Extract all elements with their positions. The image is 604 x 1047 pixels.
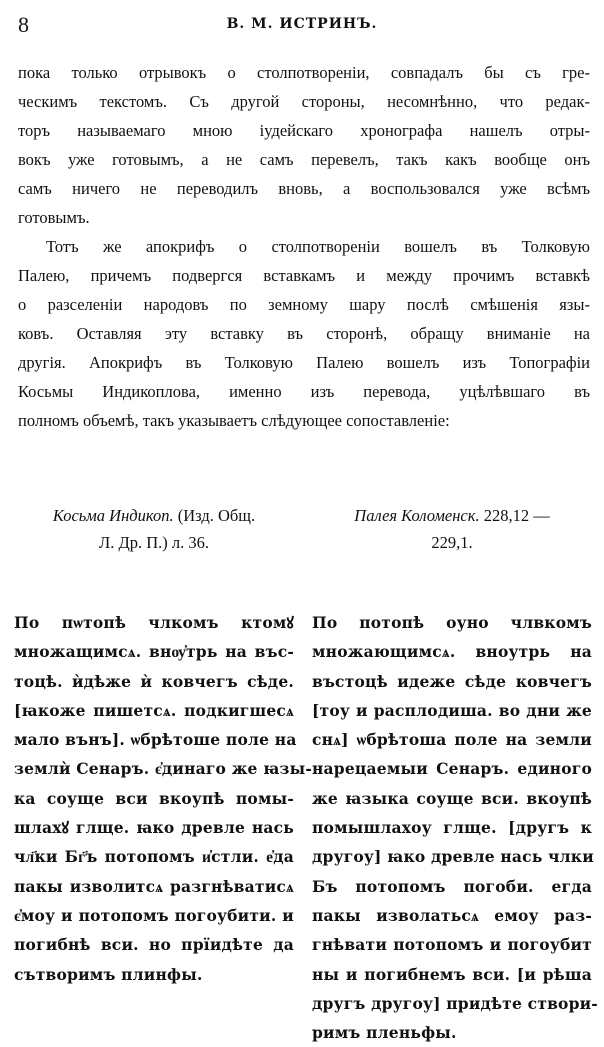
text-line: пока только отрывокъ о столпотвореніи, совпадалъ бы съ гре-	[18, 63, 590, 82]
left-source-title: Косьма Индикоп.	[52, 506, 174, 525]
paragraph-1	[18, 58, 590, 232]
left-column-heading	[14, 502, 294, 556]
slavonic-line: множающимсѧ. вноутрь на	[312, 642, 592, 662]
text-line: Тотъ же апокрифъ о столпотвореніи вошелъ въ Толковую	[46, 237, 590, 256]
slavonic-line: є҆моу и потопомъ погоубити. и	[14, 905, 294, 925]
slavonic-line: пакы изволитсѧ разгнѣватисѧ	[14, 876, 294, 896]
right-slavonic-text	[312, 608, 598, 1047]
left-column	[14, 502, 312, 989]
slavonic-line: пакы изволатьсѧ емоу раз-	[312, 905, 592, 925]
right-source-ref: 228,12 —	[479, 506, 550, 525]
text-line: полномъ объемѣ, такъ указываетъ слѣдующее сопоставленіе:	[18, 411, 450, 430]
left-source-edition: (Изд. Общ.	[173, 506, 256, 525]
text-line: ковъ. Оставляя эту вставку въ сторонѣ, обращу вниманіе на	[18, 324, 590, 343]
page-number: 8	[18, 12, 29, 37]
paragraph-2	[18, 232, 590, 435]
right-source-title: Палея Коломенск.	[354, 506, 480, 525]
slavonic-line: Бъ потопомъ погоби. егда	[312, 876, 592, 896]
slavonic-line: снѧ] ѡбрѣтоша поле на земли	[312, 730, 592, 750]
slavonic-line: множащимсѧ. внѹ҆трь на въс-	[14, 642, 294, 662]
slavonic-line: По пѡтопѣ члкомъ ктомꙋ	[14, 613, 294, 632]
text-line: вокъ уже готовымъ, а не самъ перевелъ, такъ какъ вообще онъ	[18, 150, 590, 169]
slavonic-line: [тоу и расплодиша. во дни же	[312, 700, 592, 720]
text-line: готовымъ.	[18, 208, 90, 227]
right-source-ref-cont: 229,1.	[431, 533, 473, 552]
slavonic-line: другоу] ꙗко древле нась члки	[312, 847, 594, 867]
text-line: Палею, причемъ подвергся вставкамъ и между прочимъ вставкѣ	[18, 266, 590, 285]
text-line: самъ ничего не переводилъ вновь, а воспользовался уже всѣмъ	[18, 179, 590, 198]
slavonic-line: же ꙗзыка соуще вси. вкоупѣ	[312, 788, 592, 808]
slavonic-line: ны и погибнемъ вси. [и рѣша	[312, 964, 592, 984]
text-line: Косьмы Индикоплова, именно изъ перевода, уцѣлѣвшаго въ	[18, 382, 590, 401]
slavonic-line: гнѣвати потопомъ и погоубит	[312, 935, 592, 955]
text-line: торъ называемаго мною іудейскаго хронографа нашелъ отры-	[18, 121, 590, 140]
text-line: ческимъ текстомъ. Съ другой стороны, несомнѣнно, что редак-	[18, 92, 590, 111]
slavonic-line: сътворимъ плинфы.	[14, 964, 203, 984]
running-head	[18, 12, 586, 38]
slavonic-line: мало вънъ]. ѡбрѣтоше поле на	[14, 730, 297, 750]
slavonic-line: нарецаемыи Сенаръ. единого	[312, 759, 592, 779]
right-column	[312, 502, 598, 1047]
author-heading: В. М. ИСТРИНЪ.	[226, 16, 378, 32]
slavonic-line: шлахꙋ глще. ꙗко древле нась	[14, 818, 294, 838]
slavonic-line: чл҃ки Бг҃ъ потопомъ и҆стли. е҆да	[14, 847, 294, 867]
slavonic-line: помышлахоу глще. [другъ к	[312, 818, 592, 838]
slavonic-line: землѝ Сенаръ. є҆динаго же ꙗзы-	[14, 759, 312, 779]
slavonic-line: погибнѣ вси. но прїидѣте да	[14, 935, 294, 955]
text-line: другія. Апокрифъ въ Толковую Палею вошелъ изъ Топографіи	[18, 353, 590, 372]
slavonic-line: [ꙗкоже пишетсѧ. подкигшесѧ	[14, 700, 294, 720]
main-text	[18, 58, 590, 435]
slavonic-line: ка соуще вси вкоупѣ помы-	[14, 788, 294, 808]
right-column-heading	[312, 502, 592, 556]
text-line: о разселеніи народовъ по земному шару послѣ смѣшенія язы-	[18, 295, 590, 314]
slavonic-line: тоцѣ. ѝдѣже ѝ ковчегъ сѣде.	[14, 671, 294, 691]
left-source-ref: Л. Др. П.) л. 36.	[99, 533, 209, 552]
slavonic-line: По потопѣ оуно члвкомъ	[312, 613, 592, 632]
slavonic-line: римъ пленьфы.	[312, 1023, 457, 1043]
slavonic-line: въстоцѣ идеже сѣде ковчегъ	[312, 671, 592, 691]
left-slavonic-text	[14, 608, 312, 989]
slavonic-line: другъ другоу] придѣте створи-	[312, 993, 598, 1013]
